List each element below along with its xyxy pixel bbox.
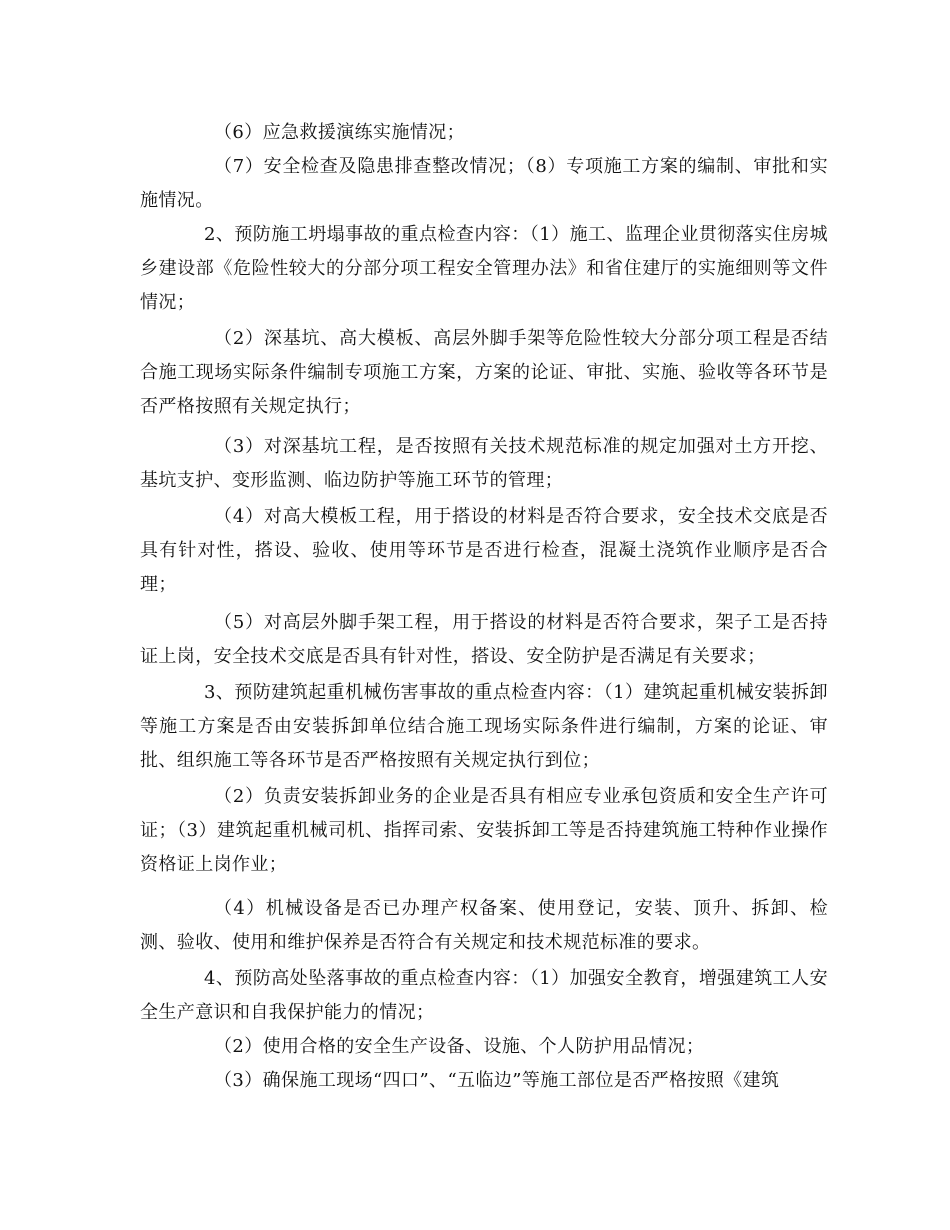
paragraph-item-6: （6）应急救援演练实施情况； <box>214 122 466 143</box>
paragraph-section-2-item-3: （3）对深基坑工程，是否按照有关技术规范标准的规定加强对土方开挖、基坑支护、变形监测、临边防护等施工环节的管理； <box>140 436 828 491</box>
paragraph-section-2: 2、预防施工坍塌事故的重点检查内容：（1）施工、监理企业贯彻落实住房城乡建设部《危险性较大的分部分项工程安全管理办法》和省住建厅的实施细则等文件情况； <box>140 224 828 313</box>
paragraph-section-3-item-4: （4）机械设备是否已办理产权备案、使用登记，安装、顶升、拆卸、检测、验收、使用和维护保养是否符合有关规定和技术规范标准的要求。 <box>140 898 828 953</box>
paragraph-section-2-item-5: （5）对高层外脚手架工程，用于搭设的材料是否符合要求，架子工是否持证上岗，安全技术交底是否具有针对性，搭设、安全防护是否满足有关要求； <box>140 612 828 667</box>
paragraph-section-4-item-3: （3）确保施工现场“四口”、“五临边”等施工部位是否严格按照《建筑 <box>214 1070 780 1091</box>
paragraph-section-3-item-2-3: （2）负责安装拆卸业务的企业是否具有相应专业承包资质和安全生产许可证；（3）建筑起重机械司机、指挥司索、安装拆卸工等是否持建筑施工特种作业操作资格证上岗作业； <box>140 786 828 875</box>
paragraph-section-3: 3、预防建筑起重机械伤害事故的重点检查内容：（1）建筑起重机械安装拆卸等施工方案是否由安装拆卸单位结合施工现场实际条件进行编制，方案的论证、审批、组织施工等各环节是否严格按照有关规定执行到位； <box>140 682 828 771</box>
paragraph-section-4-item-2: （2）使用合格的安全生产设备、设施、个人防护用品情况； <box>214 1036 705 1057</box>
paragraph-section-4: 4、预防高处坠落事故的重点检查内容：（1）加强安全教育，增强建筑工人安全生产意识和自我保护能力的情况； <box>140 968 828 1023</box>
paragraph-items-7-8: （7）安全检查及隐患排查整改情况；（8）专项施工方案的编制、审批和实施情况。 <box>140 156 828 211</box>
paragraph-section-2-item-4: （4）对高大模板工程，用于搭设的材料是否符合要求，安全技术交底是否具有针对性，搭设、验收、使用等环节是否进行检查，混凝土浇筑作业顺序是否合理； <box>140 506 828 595</box>
paragraph-section-2-item-2: （2）深基坑、高大模板、高层外脚手架等危险性较大分部分项工程是否结合施工现场实际条件编制专项施工方案，方案的论证、审批、实施、验收等各环节是否严格按照有关规定执行； <box>140 328 828 417</box>
